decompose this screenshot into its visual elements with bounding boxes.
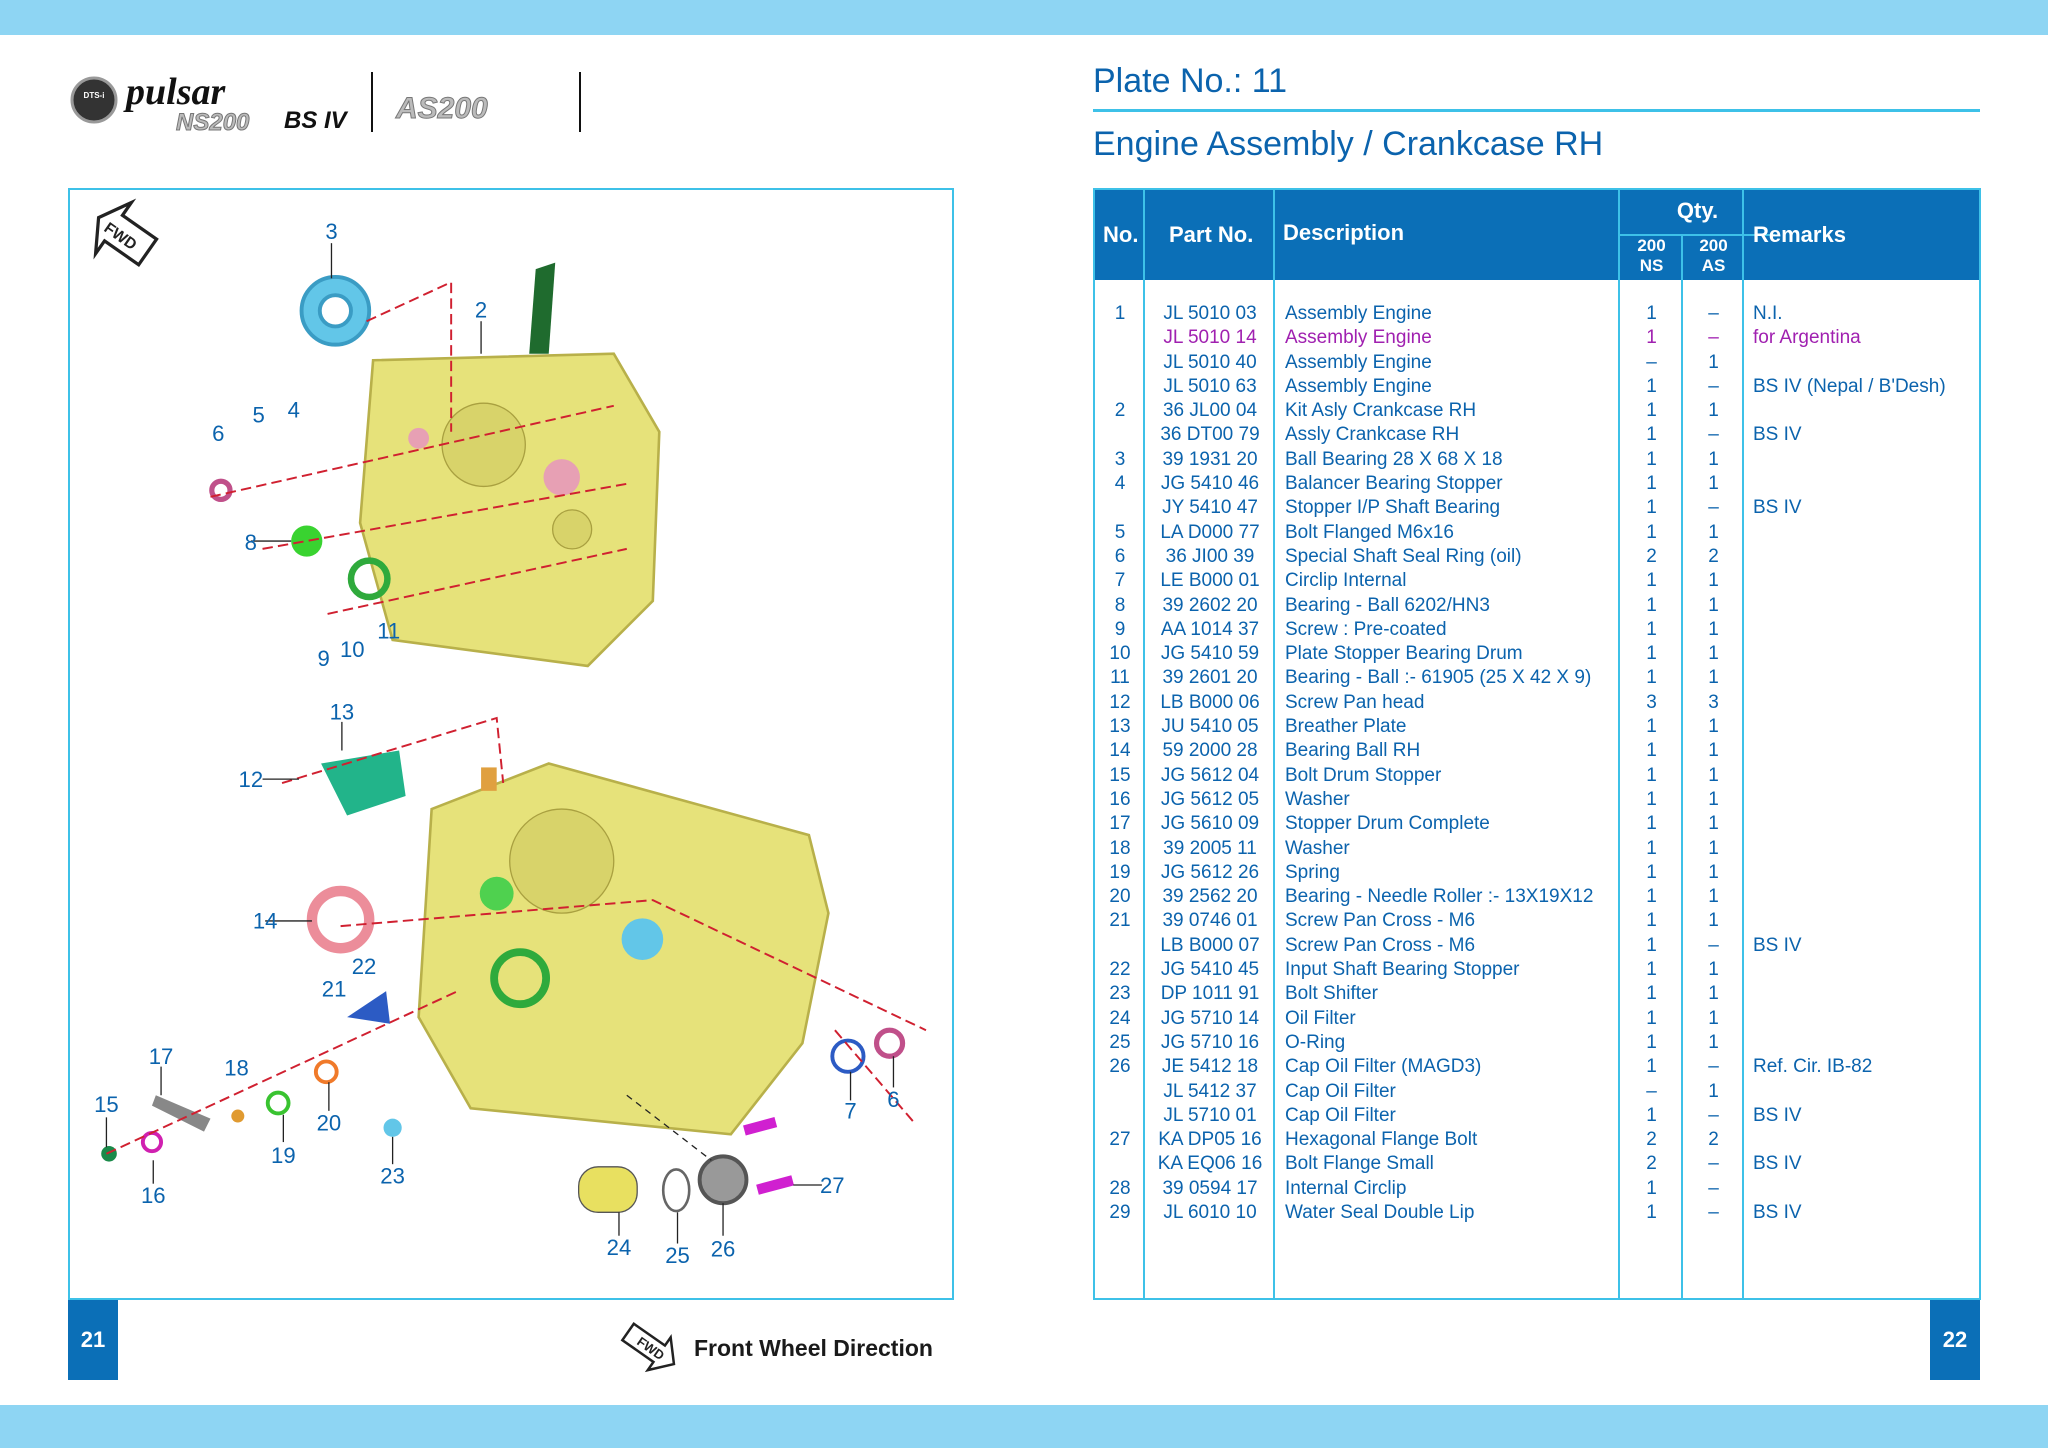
cell-qty-ns: 1 xyxy=(1646,448,1657,470)
cell-qty-as: – xyxy=(1708,1153,1719,1175)
cell-qty-ns: 1 xyxy=(1646,570,1657,592)
cell-description: Assembly Engine xyxy=(1285,375,1432,397)
callout: 25 xyxy=(665,1243,690,1269)
cell-qty-ns: 1 xyxy=(1646,497,1657,519)
cell-part-no: LB B000 07 xyxy=(1160,934,1260,956)
callout: 17 xyxy=(148,1044,174,1070)
cell-part-no: 59 2000 28 xyxy=(1162,740,1258,762)
svg-text:AS200: AS200 xyxy=(396,92,488,125)
callout: 7 xyxy=(844,1098,857,1124)
cell-part-no: 39 2602 20 xyxy=(1162,594,1258,616)
cell-description: Hexagonal Flange Bolt xyxy=(1285,1129,1478,1151)
table-row xyxy=(1095,1177,1979,1201)
table-row xyxy=(1095,351,1979,375)
cell-part-no: JL 5710 01 xyxy=(1163,1104,1257,1126)
cell-part-no: JG 5610 09 xyxy=(1160,813,1260,835)
cell-part-no: JG 5410 45 xyxy=(1160,959,1260,981)
table-row xyxy=(1095,982,1979,1006)
table-body xyxy=(1095,302,1979,1225)
cell-part-no: AA 1014 37 xyxy=(1160,618,1260,640)
table-row xyxy=(1095,423,1979,447)
cell-qty-as: – xyxy=(1708,1201,1719,1223)
breather-plate xyxy=(321,751,406,816)
cell-qty-ns: 1 xyxy=(1646,473,1657,495)
cell-description: Screw Pan Cross - M6 xyxy=(1285,910,1476,932)
cell-part-no: JL 5010 03 xyxy=(1163,303,1257,324)
cell-no: 9 xyxy=(1114,618,1126,640)
cell-qty-as: – xyxy=(1708,327,1719,349)
callout: 11 xyxy=(377,618,401,644)
cell-description: Assembly Engine xyxy=(1285,351,1432,373)
cell-no: 19 xyxy=(1109,861,1131,883)
table-row xyxy=(1095,545,1979,569)
cell-qty-as: 1 xyxy=(1708,740,1719,762)
cell-qty-as: 1 xyxy=(1708,959,1719,981)
crankcase-upper xyxy=(360,354,659,666)
cell-description: Washer xyxy=(1285,837,1350,859)
cell-no: 10 xyxy=(1109,643,1131,665)
cell-description: Special Shaft Seal Ring (oil) xyxy=(1285,545,1522,567)
cell-part-no: JG 5612 05 xyxy=(1160,788,1260,810)
cell-qty-as: 1 xyxy=(1708,667,1719,689)
cell-qty-ns: 1 xyxy=(1646,886,1657,908)
fwd-arrow-icon xyxy=(618,1318,684,1378)
cell-qty-ns: 1 xyxy=(1646,1031,1657,1053)
cell-qty-ns: 1 xyxy=(1646,910,1657,932)
cell-no: 22 xyxy=(1109,959,1131,981)
cell-qty-ns: 3 xyxy=(1646,691,1657,713)
cell-description: Stopper I/P Shaft Bearing xyxy=(1285,497,1501,519)
cell-qty-ns: 1 xyxy=(1646,1104,1657,1126)
cell-qty-ns: 1 xyxy=(1646,861,1657,883)
cell-qty-as: 2 xyxy=(1708,545,1719,567)
cell-no: 8 xyxy=(1114,594,1126,616)
cell-no: 7 xyxy=(1114,570,1126,592)
cell-description: Screw Pan Cross - M6 xyxy=(1285,934,1476,956)
page-number-right: 22 xyxy=(1930,1300,1980,1380)
cell-description: Bolt Flange Small xyxy=(1285,1153,1434,1175)
cell-qty-ns: 2 xyxy=(1646,545,1657,567)
cell-remarks: BS IV xyxy=(1753,1104,1802,1126)
cell-no: 23 xyxy=(1109,983,1131,1005)
cell-description: Bolt Shifter xyxy=(1285,983,1378,1005)
cell-description: Assembly Engine xyxy=(1285,303,1432,324)
cell-no: 11 xyxy=(1110,667,1130,689)
header-200-as: 200 AS xyxy=(1699,236,1728,275)
callout: 18 xyxy=(224,1055,249,1081)
svg-text:FWD: FWD xyxy=(100,219,140,254)
cell-qty-ns: 1 xyxy=(1646,424,1657,446)
cell-no: 29 xyxy=(1109,1201,1131,1223)
cell-remarks: for Argentina xyxy=(1753,327,1861,349)
table-row xyxy=(1095,1128,1979,1152)
table-row xyxy=(1095,642,1979,666)
cell-qty-as: – xyxy=(1708,1056,1719,1078)
cell-no: 3 xyxy=(1114,448,1126,470)
plate-number: Plate No.: 11 xyxy=(1093,62,1288,100)
cell-no: 15 xyxy=(1109,764,1131,786)
cell-qty-as: 1 xyxy=(1708,521,1719,543)
cell-part-no: JL 6010 10 xyxy=(1163,1201,1257,1223)
callout: 24 xyxy=(606,1235,632,1261)
callout: 8 xyxy=(244,530,257,556)
table-row xyxy=(1095,715,1979,739)
cell-description: Spring xyxy=(1285,861,1340,883)
cell-description: Stopper Drum Complete xyxy=(1285,813,1490,835)
header-part-no: Part No. xyxy=(1169,222,1254,247)
cell-qty-as: 1 xyxy=(1708,764,1719,786)
table-row xyxy=(1095,788,1979,812)
cell-remarks: BS IV (Nepal / B'Desh) xyxy=(1753,375,1946,397)
table-row xyxy=(1095,1007,1979,1031)
cell-description: Assly Crankcase RH xyxy=(1285,424,1460,446)
callout: 21 xyxy=(321,976,347,1002)
table-row xyxy=(1095,472,1979,496)
cell-qty-as: – xyxy=(1708,1104,1719,1126)
cell-qty-as: 1 xyxy=(1708,618,1719,640)
callout: 27 xyxy=(820,1172,845,1198)
cell-description: Internal Circlip xyxy=(1285,1177,1407,1199)
cell-part-no: JG 5612 04 xyxy=(1160,764,1260,786)
cell-description: Bearing - Ball :- 61905 (25 X 42 X 9) xyxy=(1285,667,1592,689)
cell-qty-ns: 1 xyxy=(1646,813,1657,835)
callout: 23 xyxy=(380,1163,405,1189)
table-row xyxy=(1095,812,1979,836)
table-row xyxy=(1095,375,1979,399)
cell-qty-ns: 1 xyxy=(1646,303,1657,324)
callout: 2 xyxy=(474,297,488,323)
cell-qty-as: 2 xyxy=(1708,1129,1719,1151)
table-row xyxy=(1095,666,1979,690)
callout: 19 xyxy=(271,1142,296,1168)
cell-description: Bolt Drum Stopper xyxy=(1285,764,1442,786)
cell-no: 2 xyxy=(1114,400,1126,422)
cell-qty-as: – xyxy=(1708,934,1719,956)
cell-description: Bearing Ball RH xyxy=(1285,740,1421,762)
cell-part-no: JG 5612 26 xyxy=(1160,861,1260,883)
cell-remarks: BS IV xyxy=(1753,1153,1802,1175)
table-row xyxy=(1095,764,1979,788)
cell-part-no: JU 5410 05 xyxy=(1161,716,1259,738)
table-row xyxy=(1095,569,1979,593)
cell-description: Screw Pan head xyxy=(1285,691,1425,713)
cell-qty-ns: 2 xyxy=(1646,1153,1657,1175)
top-band xyxy=(0,0,2048,35)
cell-description: Bolt Flanged M6x16 xyxy=(1285,521,1454,543)
cell-description: Bearing - Ball 6202/HN3 xyxy=(1285,594,1490,616)
cell-description: Bearing - Needle Roller :- 13X19X12 xyxy=(1285,886,1594,908)
header-no: No. xyxy=(1103,222,1139,247)
cell-qty-ns: 1 xyxy=(1646,1007,1657,1029)
cell-description: Circlip Internal xyxy=(1285,570,1407,592)
cell-part-no: 39 0746 01 xyxy=(1162,910,1258,932)
cell-remarks: Ref. Cir. IB-82 xyxy=(1753,1056,1873,1078)
cell-no: 27 xyxy=(1109,1129,1131,1151)
cell-qty-as: – xyxy=(1708,497,1719,519)
cell-qty-ns: – xyxy=(1646,1080,1657,1102)
table-row xyxy=(1095,837,1979,861)
cell-qty-as: 1 xyxy=(1708,1007,1719,1029)
cell-qty-as: – xyxy=(1708,375,1719,397)
callout: 20 xyxy=(316,1110,342,1136)
cell-qty-ns: 1 xyxy=(1646,788,1657,810)
cell-part-no: 39 2005 11 xyxy=(1163,837,1257,859)
cell-qty-as: 1 xyxy=(1708,400,1719,422)
header-200-ns: 200 NS xyxy=(1637,236,1666,275)
cell-no: 14 xyxy=(1109,740,1131,762)
callout: 9 xyxy=(317,645,330,671)
exploded-parts-diagram xyxy=(68,188,954,1300)
cell-qty-as: 1 xyxy=(1708,886,1719,908)
cell-no: 6 xyxy=(1114,545,1126,567)
table-row xyxy=(1095,1055,1979,1079)
parts-table xyxy=(1093,188,1981,1300)
table-row xyxy=(1095,594,1979,618)
cell-no: 1 xyxy=(1114,303,1126,324)
cell-qty-as: 1 xyxy=(1708,643,1719,665)
header-qty: Qty. xyxy=(1676,198,1719,223)
cell-part-no: LB B000 06 xyxy=(1160,691,1260,713)
cell-part-no: JL 5010 40 xyxy=(1163,351,1257,373)
cell-qty-ns: 1 xyxy=(1646,1056,1657,1078)
page-number-left: 21 xyxy=(68,1300,118,1380)
cell-qty-ns: 1 xyxy=(1646,643,1657,665)
callout: 26 xyxy=(710,1236,736,1262)
cell-no: 16 xyxy=(1109,788,1131,810)
cell-description: Kit Asly Crankcase RH xyxy=(1285,400,1477,422)
table-row xyxy=(1095,448,1979,472)
header-remarks: Remarks xyxy=(1753,222,1846,247)
table-row xyxy=(1095,302,1979,326)
page-title: Engine Assembly / Crankcase RH xyxy=(1093,125,1604,163)
callout: 10 xyxy=(339,636,365,662)
cell-no: 24 xyxy=(1109,1007,1131,1029)
cell-qty-ns: 1 xyxy=(1646,764,1657,786)
cell-part-no: 36 DT00 79 xyxy=(1160,424,1260,446)
table-row xyxy=(1095,739,1979,763)
callout: 15 xyxy=(94,1092,119,1118)
cell-part-no: 39 2562 20 xyxy=(1162,886,1258,908)
cell-qty-as: 1 xyxy=(1708,788,1719,810)
cell-qty-ns: 1 xyxy=(1646,400,1657,422)
callout: 6 xyxy=(212,420,225,446)
cell-no: 4 xyxy=(1114,473,1126,495)
cell-no: 12 xyxy=(1109,691,1131,713)
cell-qty-as: – xyxy=(1708,1177,1719,1199)
cell-qty-as: 1 xyxy=(1708,448,1719,470)
cell-qty-ns: 1 xyxy=(1646,327,1657,349)
cell-qty-ns: 1 xyxy=(1646,521,1657,543)
cell-qty-ns: 1 xyxy=(1646,983,1657,1005)
fwd-legend xyxy=(618,1318,933,1378)
cell-part-no: JG 5410 59 xyxy=(1160,643,1260,665)
cell-part-no: DP 1011 91 xyxy=(1160,983,1260,1005)
table-row xyxy=(1095,861,1979,885)
cell-qty-ns: 2 xyxy=(1646,1129,1657,1151)
cell-remarks: N.I. xyxy=(1753,303,1783,324)
cell-no: 13 xyxy=(1109,716,1131,738)
cell-description: Screw : Pre-coated xyxy=(1285,618,1447,640)
cell-part-no: JE 5412 18 xyxy=(1161,1056,1259,1078)
brand-logo xyxy=(66,68,606,138)
callout: 22 xyxy=(351,954,377,980)
cell-part-no: KA DP05 16 xyxy=(1158,1129,1262,1151)
cell-description: Water Seal Double Lip xyxy=(1285,1201,1475,1223)
cell-description: Breather Plate xyxy=(1285,716,1407,738)
cell-no: 21 xyxy=(1109,910,1131,932)
svg-text:pulsar: pulsar xyxy=(126,71,226,113)
cell-no: 28 xyxy=(1109,1177,1131,1199)
cell-qty-as: 1 xyxy=(1708,837,1719,859)
cell-description: Oil Filter xyxy=(1285,1007,1356,1029)
cell-qty-ns: 1 xyxy=(1646,618,1657,640)
divider xyxy=(1093,109,1980,112)
cell-part-no: 36 JL00 04 xyxy=(1162,400,1258,422)
table-row xyxy=(1095,399,1979,423)
cell-qty-ns: 1 xyxy=(1646,959,1657,981)
table-row xyxy=(1095,1080,1979,1104)
cell-description: Input Shaft Bearing Stopper xyxy=(1285,959,1520,981)
cell-description: O-Ring xyxy=(1285,1031,1346,1053)
cell-qty-as: 1 xyxy=(1708,813,1719,835)
cell-remarks: BS IV xyxy=(1753,424,1802,446)
header-description: Description xyxy=(1283,220,1405,245)
cell-qty-ns: 1 xyxy=(1646,667,1657,689)
table-header xyxy=(1095,190,1979,280)
cell-part-no: JG 5710 14 xyxy=(1160,1007,1260,1029)
svg-text:FWD: FWD xyxy=(634,1333,668,1364)
cell-part-no: JG 5410 46 xyxy=(1160,473,1260,495)
cell-part-no: JG 5710 16 xyxy=(1160,1031,1260,1053)
cell-part-no: LA D000 77 xyxy=(1160,521,1260,543)
table-row xyxy=(1095,1104,1979,1128)
svg-text:NS200: NS200 xyxy=(176,109,250,136)
cell-part-no: JL 5412 37 xyxy=(1163,1080,1257,1102)
cell-qty-as: 1 xyxy=(1708,983,1719,1005)
fwd-legend-text: Front Wheel Direction xyxy=(694,1334,933,1361)
table-row xyxy=(1095,326,1979,350)
cell-qty-as: 1 xyxy=(1708,594,1719,616)
cell-no: 18 xyxy=(1109,837,1131,859)
table-row xyxy=(1095,521,1979,545)
cell-part-no: LE B000 01 xyxy=(1160,570,1260,592)
cell-qty-as: 1 xyxy=(1708,716,1719,738)
cell-part-no: 39 2601 20 xyxy=(1162,667,1258,689)
callout: 16 xyxy=(140,1183,166,1209)
cell-qty-ns: 1 xyxy=(1646,1177,1657,1199)
cell-no: 25 xyxy=(1109,1031,1131,1053)
cell-description: Cap Oil Filter (MAGD3) xyxy=(1285,1056,1482,1078)
cell-description: Ball Bearing 28 X 68 X 18 xyxy=(1285,448,1503,470)
cell-qty-ns: 1 xyxy=(1646,740,1657,762)
cell-qty-ns: 1 xyxy=(1646,375,1657,397)
cell-qty-ns: 1 xyxy=(1646,934,1657,956)
svg-text:BS IV: BS IV xyxy=(284,107,347,134)
cell-part-no: KA EQ06 16 xyxy=(1157,1153,1263,1175)
callout: 14 xyxy=(252,908,278,934)
cell-qty-ns: – xyxy=(1646,351,1657,373)
cell-part-no: 36 JI00 39 xyxy=(1165,545,1255,567)
cell-remarks: BS IV xyxy=(1753,497,1802,519)
bottom-band xyxy=(0,1405,2048,1448)
callout: 4 xyxy=(287,397,300,423)
cell-part-no: JL 5010 14 xyxy=(1163,327,1257,349)
callout: 12 xyxy=(238,766,264,792)
table-row xyxy=(1095,1201,1979,1225)
callout: 5 xyxy=(252,402,265,428)
cell-remarks: BS IV xyxy=(1753,934,1802,956)
cell-no: 26 xyxy=(1109,1056,1131,1078)
table-row xyxy=(1095,958,1979,982)
svg-text:DTS-i: DTS-i xyxy=(83,91,105,100)
cell-no: 5 xyxy=(1114,521,1126,543)
table-row xyxy=(1095,909,1979,933)
callout: 6 xyxy=(887,1086,900,1112)
cell-description: Cap Oil Filter xyxy=(1285,1104,1396,1126)
cell-description: Balancer Bearing Stopper xyxy=(1285,473,1503,495)
cell-qty-ns: 1 xyxy=(1646,716,1657,738)
cell-qty-ns: 1 xyxy=(1646,837,1657,859)
cell-remarks: BS IV xyxy=(1753,1201,1802,1223)
cell-part-no: JL 5010 63 xyxy=(1163,375,1257,397)
cell-qty-as: – xyxy=(1708,424,1719,446)
table-row xyxy=(1095,1152,1979,1176)
cell-qty-as: 1 xyxy=(1708,351,1719,373)
cell-description: Plate Stopper Bearing Drum xyxy=(1285,643,1523,665)
table-row xyxy=(1095,1031,1979,1055)
cell-part-no: 39 1931 20 xyxy=(1162,448,1258,470)
cell-qty-ns: 1 xyxy=(1646,594,1657,616)
cell-no: 20 xyxy=(1109,886,1131,908)
cell-no: 17 xyxy=(1109,813,1131,835)
callout: 13 xyxy=(329,699,355,725)
cell-description: Assembly Engine xyxy=(1285,327,1432,349)
cell-qty-as: 1 xyxy=(1708,1031,1719,1053)
table-row xyxy=(1095,691,1979,715)
cell-description: Washer xyxy=(1285,788,1350,810)
crankcase-lower xyxy=(419,764,829,1135)
callout: 3 xyxy=(325,219,338,245)
table-row xyxy=(1095,618,1979,642)
cell-qty-as: 1 xyxy=(1708,473,1719,495)
cell-qty-as: – xyxy=(1708,303,1719,324)
fwd-arrow-icon xyxy=(81,192,166,277)
cell-qty-as: 1 xyxy=(1708,910,1719,932)
table-row xyxy=(1095,496,1979,520)
table-row xyxy=(1095,885,1979,909)
cell-part-no: 39 0594 17 xyxy=(1162,1177,1258,1199)
cell-qty-as: 1 xyxy=(1708,861,1719,883)
cell-qty-as: 1 xyxy=(1708,570,1719,592)
cell-qty-as: 1 xyxy=(1708,1080,1719,1102)
cell-part-no: JY 5410 47 xyxy=(1162,497,1258,519)
cell-qty-as: 3 xyxy=(1708,691,1719,713)
table-row xyxy=(1095,934,1979,958)
cell-qty-ns: 1 xyxy=(1646,1201,1657,1223)
cell-description: Cap Oil Filter xyxy=(1285,1080,1396,1102)
